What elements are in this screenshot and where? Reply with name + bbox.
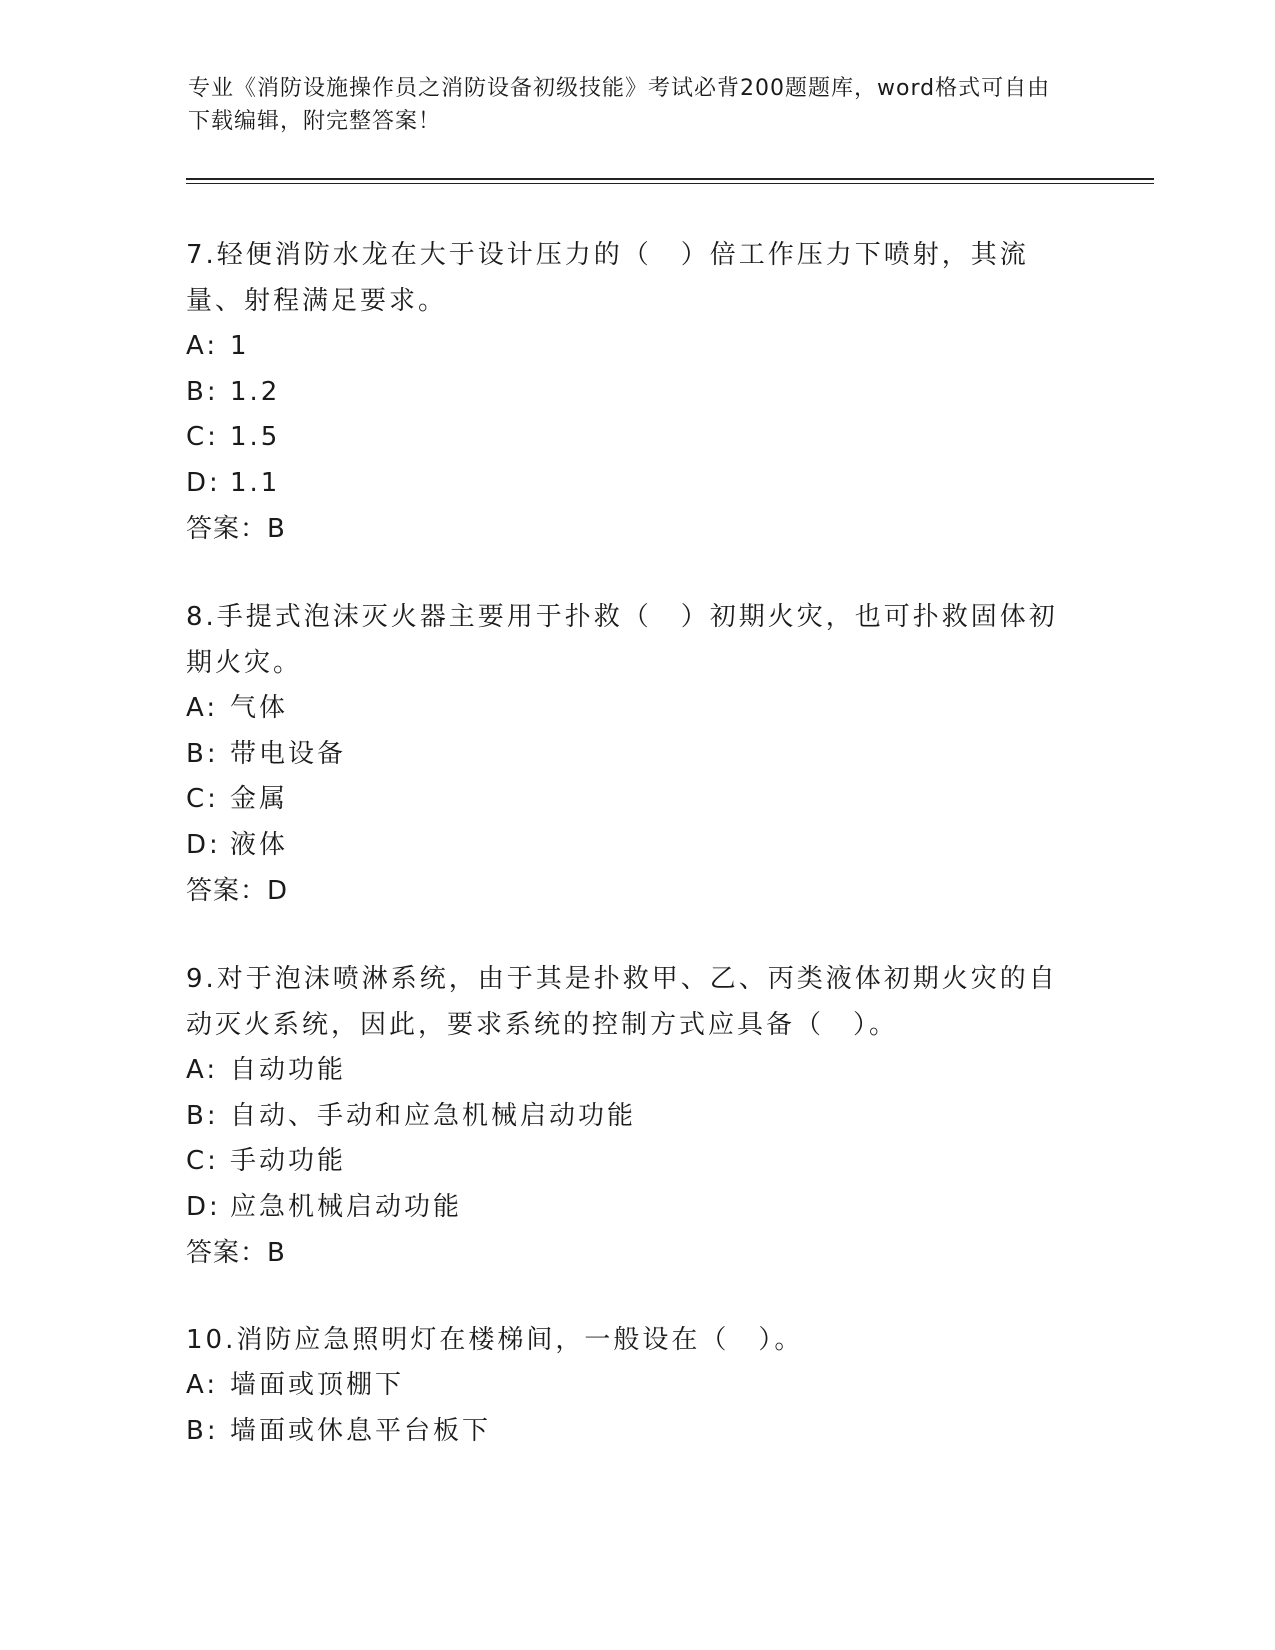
answer: 答案：B (186, 1238, 286, 1268)
header-rule-thin (186, 183, 1154, 184)
question-stem: 8.手提式泡沫灭火器主要用于扑救（ ）初期火灾，也可扑救固体初期火灾。 (186, 602, 1058, 678)
question-stem: 9.对于泡沫喷淋系统，由于其是扑救甲、乙、丙类液体初期火灾的自动灭火系统，因此，要求系统的控制方式应具备（ ）。 (186, 964, 1058, 1040)
question-9 (186, 956, 1066, 1276)
option-a: A: 墙面或顶棚下 (186, 1370, 405, 1400)
option-d: D: 应急机械启动功能 (186, 1191, 463, 1222)
option-a: A: 气体 (186, 693, 289, 723)
question-10 (186, 1317, 1066, 1454)
option-d: D: 1.1 (186, 467, 281, 498)
document-intro: 专业《消防设施操作员之消防设备初级技能》考试必背200题题库，word格式可自由下载编辑，附完整答案！ (188, 76, 1051, 134)
option-c: C: 金属 (186, 784, 289, 814)
option-a: A: 自动功能 (186, 1055, 347, 1085)
option-b: B: 1.2 (186, 376, 281, 407)
option-c: C: 手动功能 (186, 1146, 347, 1176)
option-a: A: 1 (186, 331, 250, 361)
header-rule-thick (186, 178, 1154, 180)
option-b: B: 带电设备 (186, 738, 347, 769)
question-stem: 10.消防应急照明灯在楼梯间，一般设在（ ）。 (186, 1325, 804, 1355)
option-c: C: 1.5 (186, 422, 281, 452)
question-stem: 7.轻便消防水龙在大于设计压力的（ ）倍工作压力下喷射，其流量、射程满足要求。 (186, 240, 1029, 316)
answer: 答案：B (186, 514, 286, 544)
option-b: B: 自动、手动和应急机械启动功能 (186, 1100, 637, 1131)
option-b: B: 墙面或休息平台板下 (186, 1415, 492, 1446)
question-8 (186, 594, 1066, 914)
question-7 (186, 232, 1066, 552)
answer: 答案：D (186, 876, 289, 906)
option-d: D: 液体 (186, 829, 289, 860)
